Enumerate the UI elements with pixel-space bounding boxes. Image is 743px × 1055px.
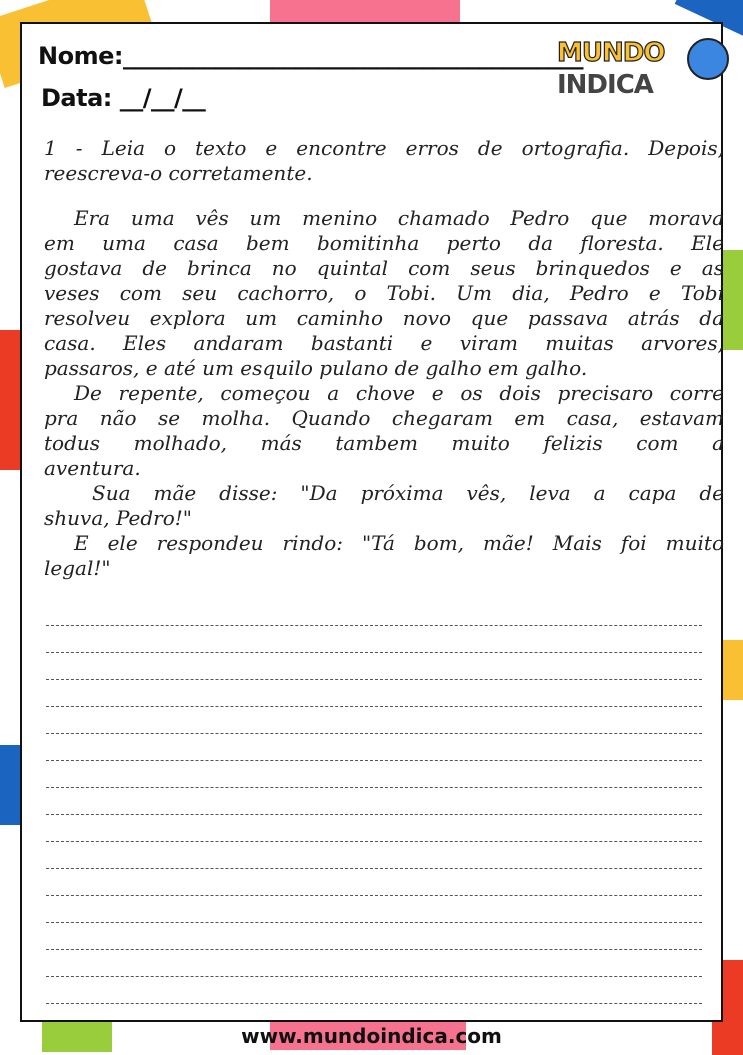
worksheet-frame: [20, 22, 723, 1022]
answer-writing-line[interactable]: [46, 976, 702, 977]
answer-writing-line[interactable]: [46, 949, 702, 950]
answer-writing-line[interactable]: [46, 706, 702, 707]
story-line: aventura.: [44, 456, 141, 480]
story-line: veses com seu cachorro, o Tobi. Um dia, Pedro e Tobi: [44, 281, 724, 305]
answer-writing-line[interactable]: [46, 760, 702, 761]
answer-writing-line[interactable]: [46, 814, 702, 815]
story-line: Sua mãe disse: "Da próxima vês, leva a capa de: [92, 481, 724, 505]
instruction-line: reescreva-o corretamente.: [44, 161, 313, 185]
answer-writing-line[interactable]: [46, 787, 702, 788]
mundo-indica-logo: [557, 36, 737, 126]
story-line: todus molhado, más tambem muito felizis com a: [44, 431, 724, 455]
logo-text-mundo: MUNDO: [557, 38, 665, 68]
story-line: casa. Eles andaram bastanti e viram muitas arvores,: [44, 331, 724, 355]
date-field[interactable]: Data: __/__/__: [41, 84, 206, 112]
story-line: Era uma vês um menino chamado Pedro que morava: [74, 206, 724, 230]
story-line: passaros, e até um esquilo pulano de galho em galho.: [44, 356, 588, 380]
story-line: em uma casa bem bomitinha perto da floresta. Ele: [44, 231, 724, 255]
story-line: E ele respondeu rindo: "Tá bom, mãe! Mais foi muito: [74, 531, 724, 555]
answer-writing-line[interactable]: [46, 922, 702, 923]
logo-text-indica: INDICA: [557, 70, 653, 100]
answer-writing-line[interactable]: [46, 733, 702, 734]
decor-blue-block-left: [0, 745, 20, 825]
answer-writing-line[interactable]: [46, 841, 702, 842]
story-line: gostava de brinca no quintal com seus brinquedos e as: [44, 256, 724, 280]
globe-mascot-icon: [687, 38, 729, 80]
answer-writing-line[interactable]: [46, 895, 702, 896]
name-field[interactable]: Nome:________________________________________: [38, 42, 583, 70]
story-line: legal!": [44, 556, 111, 580]
answer-writing-line[interactable]: [46, 625, 702, 626]
decor-red-block: [0, 330, 22, 470]
footer-url[interactable]: www.mundoindica.com: [241, 1024, 502, 1048]
answer-writing-line[interactable]: [46, 652, 702, 653]
answer-writing-line[interactable]: [46, 1003, 702, 1004]
instruction-line: 1 - Leia o texto e encontre erros de ortografia. Depois,: [44, 136, 724, 160]
answer-writing-line[interactable]: [46, 679, 702, 680]
answer-writing-line[interactable]: [46, 868, 702, 869]
story-line: De repente, começou a chove e os dois precisaro corre: [74, 381, 724, 405]
story-line: shuva, Pedro!": [44, 506, 192, 530]
story-line: pra não se molha. Quando chegaram em casa, estavam: [44, 406, 724, 430]
story-line: resolveu explora um caminho novo que passava atrás da: [44, 306, 724, 330]
